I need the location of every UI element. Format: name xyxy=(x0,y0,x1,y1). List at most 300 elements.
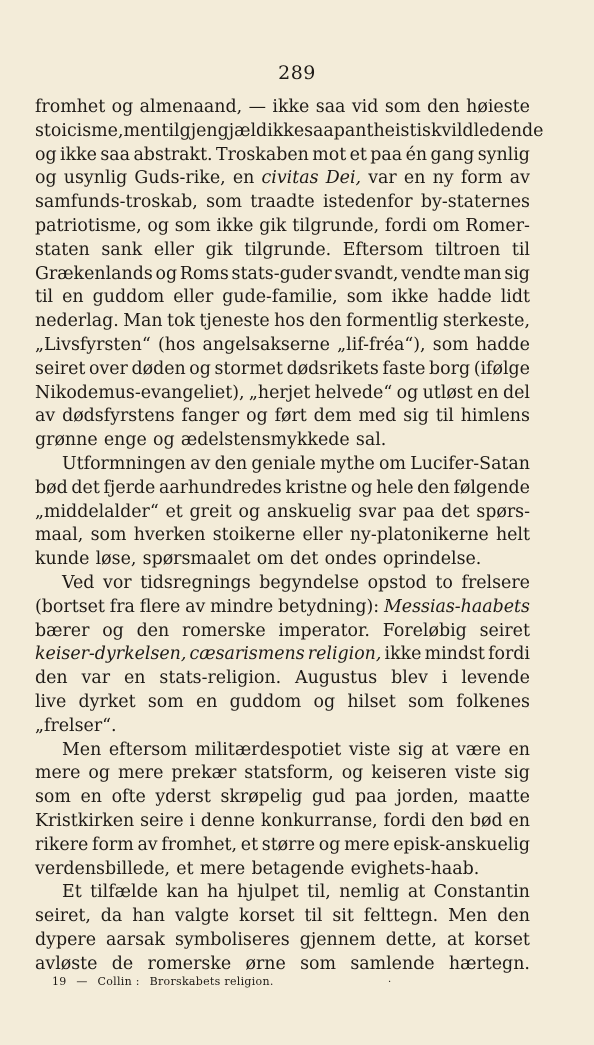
word: avløste xyxy=(35,953,98,974)
word: to xyxy=(435,572,453,593)
word: form xyxy=(460,168,503,189)
word: Constantin xyxy=(433,882,530,903)
word: ørne xyxy=(245,953,286,974)
word: av xyxy=(185,596,206,617)
word: patriotisme, xyxy=(35,215,142,236)
text-line xyxy=(35,453,530,477)
word: til xyxy=(435,406,454,427)
word: fordi xyxy=(488,644,530,665)
word: en xyxy=(508,739,530,760)
word: Eftersom xyxy=(342,239,424,260)
word: hjulpet xyxy=(236,882,299,903)
word: spørsmaalet xyxy=(142,549,251,570)
word: tilgrunde. xyxy=(244,239,332,260)
word: og xyxy=(111,97,134,117)
text-line xyxy=(35,501,530,525)
word: sig xyxy=(504,763,530,784)
word: aarhundredes xyxy=(159,477,282,498)
text-line xyxy=(35,739,530,763)
word: ondes xyxy=(324,549,377,570)
word: sal. xyxy=(355,430,387,451)
word: tilgrunde, xyxy=(292,215,380,236)
word: over xyxy=(88,358,128,379)
word: usynlig xyxy=(63,168,128,189)
word: flere xyxy=(139,596,181,617)
word: grønne xyxy=(35,430,98,451)
word: civitas xyxy=(261,168,319,189)
word: ikke xyxy=(60,144,97,165)
word: som xyxy=(90,525,127,546)
word: samlende xyxy=(350,953,435,974)
word: evighets-haab. xyxy=(350,858,480,879)
word: anskuelig xyxy=(266,501,352,522)
text-line xyxy=(35,120,544,144)
word: helvede“ xyxy=(314,382,393,403)
word: den xyxy=(427,97,460,117)
word: „frelser“. xyxy=(35,715,117,736)
text-line xyxy=(35,620,530,644)
word: gud xyxy=(311,787,346,808)
word: (hos xyxy=(157,334,196,355)
word: betydning): xyxy=(278,596,380,617)
signature-number: 19 xyxy=(52,975,67,988)
text-line xyxy=(35,477,530,501)
word: begyndelse xyxy=(259,572,360,593)
text-line xyxy=(35,929,530,953)
word: seiret, xyxy=(35,906,91,927)
word: gik xyxy=(205,239,233,260)
text-line xyxy=(35,263,530,287)
word: følgende xyxy=(453,477,530,498)
text-line xyxy=(35,596,530,620)
word: viste xyxy=(454,763,497,784)
word: bød xyxy=(35,477,68,498)
word: aarsak xyxy=(106,929,165,950)
text-line xyxy=(35,167,530,191)
word: saa xyxy=(315,97,346,117)
word: staten xyxy=(35,239,90,260)
word: en xyxy=(508,810,530,831)
word: Foreløbig xyxy=(382,620,467,641)
word: og xyxy=(313,691,336,712)
word: hadde xyxy=(437,287,492,308)
word: (ifølge xyxy=(473,358,530,379)
word: sit xyxy=(332,906,354,927)
word: seire xyxy=(140,810,184,831)
text-line xyxy=(35,524,530,548)
word: (bortset xyxy=(35,596,105,617)
text-line xyxy=(35,858,530,882)
word: opstod xyxy=(367,572,427,593)
body-text xyxy=(35,96,544,976)
word: av xyxy=(35,406,56,427)
word: hilset xyxy=(347,691,396,712)
footer-dash: — xyxy=(76,975,88,988)
word: den xyxy=(35,668,68,689)
word: enge xyxy=(103,430,147,451)
word: denne xyxy=(200,810,255,831)
footer-author: Collin : xyxy=(97,975,140,988)
word: synlig xyxy=(477,144,530,165)
word: nemlig xyxy=(339,882,400,903)
word: romerske xyxy=(147,953,232,974)
word: tjeneste xyxy=(199,311,270,332)
word: borg xyxy=(429,358,471,379)
word: dette, xyxy=(385,929,437,950)
word: en xyxy=(195,691,218,712)
word: abstrakt. xyxy=(133,144,213,165)
word: den xyxy=(497,906,530,927)
word: vendte xyxy=(401,263,461,284)
word: en xyxy=(477,382,499,403)
text-line xyxy=(35,191,530,215)
word: Guds-rike, xyxy=(134,168,226,189)
word: et xyxy=(240,834,259,855)
word: døden xyxy=(131,358,186,379)
word: som xyxy=(432,334,469,355)
word: til xyxy=(511,239,530,260)
word: guddom xyxy=(229,691,302,712)
word: ikke xyxy=(384,644,422,665)
word: episk-anskuelig xyxy=(393,834,530,855)
word: bød xyxy=(469,810,503,831)
word: ny xyxy=(432,168,454,189)
text-line xyxy=(35,715,530,739)
word: gang xyxy=(430,144,475,165)
word: et xyxy=(176,858,194,879)
word: blev xyxy=(391,668,428,689)
word: den xyxy=(214,453,248,474)
word: fjerde xyxy=(103,477,156,498)
word: prekær xyxy=(171,763,237,784)
word: mere xyxy=(199,858,246,879)
word: maal, xyxy=(35,525,84,546)
word: Augustus xyxy=(295,668,378,689)
word: det xyxy=(441,501,470,522)
text-line xyxy=(35,382,530,406)
word: gik xyxy=(259,215,287,236)
text-line xyxy=(35,286,530,310)
word: en xyxy=(232,168,255,189)
word: svar xyxy=(358,501,396,522)
word: om xyxy=(256,549,284,570)
word: himlens xyxy=(460,406,530,427)
word: romerske xyxy=(181,620,266,641)
word: hele xyxy=(376,477,414,498)
word: et xyxy=(165,501,183,522)
word: og xyxy=(341,763,364,784)
word: fra xyxy=(109,596,135,617)
word: yderst xyxy=(155,787,211,808)
word: samfunds-troskab, xyxy=(35,192,198,213)
word: stats-guder xyxy=(231,263,332,284)
word: jorden, xyxy=(396,787,459,808)
word: stormet xyxy=(214,358,283,379)
word: en xyxy=(123,668,146,689)
word: Nikodemus-evangeliet), xyxy=(35,382,245,403)
word: Men xyxy=(448,906,488,927)
word: „middelalder“ xyxy=(35,501,159,522)
word: ført xyxy=(274,406,307,427)
word: og xyxy=(396,382,419,403)
word: det xyxy=(71,477,100,498)
word: mere xyxy=(117,763,164,784)
word: pantheistisk xyxy=(333,120,442,141)
word: dyrket xyxy=(78,691,136,712)
text-line xyxy=(35,643,530,667)
word: vildledende xyxy=(441,120,544,141)
word: og xyxy=(35,144,57,165)
word: vor xyxy=(103,572,132,593)
word: formentlig xyxy=(346,311,439,332)
word: stoicisme, xyxy=(35,120,124,141)
word: fordi xyxy=(384,215,427,236)
word: seiret xyxy=(479,620,530,641)
word: av xyxy=(190,453,211,474)
word: form xyxy=(92,834,134,855)
word: „lif-fréa“), xyxy=(337,334,426,355)
word: greit xyxy=(189,501,232,522)
word: med xyxy=(358,406,397,427)
text-line xyxy=(35,358,530,382)
word: hverken xyxy=(133,525,206,546)
word: som xyxy=(147,691,184,712)
word: om xyxy=(432,215,460,236)
word: var xyxy=(368,168,397,189)
word: og xyxy=(35,168,57,189)
page-number: 289 xyxy=(278,62,316,84)
word: man xyxy=(463,263,502,284)
word: korset xyxy=(474,929,530,950)
word: dem xyxy=(313,406,352,427)
word: som xyxy=(174,215,211,236)
word: gude-familie, xyxy=(222,287,338,308)
word: dypere xyxy=(35,929,96,950)
text-line xyxy=(35,667,530,691)
word: Utformningen xyxy=(62,453,186,474)
text-line xyxy=(35,310,530,334)
word: tilfælde xyxy=(90,882,158,903)
word: Lucifer-Satan xyxy=(410,453,530,474)
word: betagende xyxy=(251,858,345,879)
word: den xyxy=(136,620,170,641)
word: som xyxy=(408,691,444,712)
word: kan xyxy=(166,882,199,903)
word: bærer xyxy=(35,620,90,641)
text-line xyxy=(35,239,530,263)
word: folkenes xyxy=(456,691,530,712)
word: tok xyxy=(166,311,195,332)
word: spørs- xyxy=(476,501,530,522)
footer-book-title: Brorskabets religion. xyxy=(149,975,274,988)
word: cæsarismens xyxy=(189,644,305,665)
word: kunde xyxy=(35,549,90,570)
word: en xyxy=(62,287,84,308)
word: den xyxy=(431,810,464,831)
word: valgte xyxy=(174,906,230,927)
word: verdensbillede, xyxy=(35,858,171,879)
word: by-staternes xyxy=(420,192,530,213)
word: større xyxy=(261,834,316,855)
word: utløst xyxy=(422,382,473,403)
word: en xyxy=(80,787,102,808)
word: Romer- xyxy=(465,215,530,236)
word: stoikerne xyxy=(212,525,296,546)
text-line xyxy=(35,215,530,239)
word: fromhet xyxy=(35,97,106,117)
word: mindre xyxy=(210,596,274,617)
word: almenaand, xyxy=(139,97,243,117)
word: de xyxy=(111,953,134,974)
word: i xyxy=(189,810,195,831)
word: til xyxy=(304,906,323,927)
word: Men xyxy=(62,739,102,760)
word: eller xyxy=(173,287,214,308)
word: Roms xyxy=(179,263,229,284)
word: at xyxy=(407,882,426,903)
word: og xyxy=(147,215,170,236)
word: „Livsfyrsten“ xyxy=(35,334,151,355)
word: sig xyxy=(403,406,429,427)
word: at xyxy=(431,739,449,760)
word: religion, xyxy=(307,644,382,665)
word: til, xyxy=(307,882,331,903)
word: „herjet xyxy=(248,382,311,403)
word: korset xyxy=(238,906,295,927)
word: viste xyxy=(348,739,391,760)
word: av xyxy=(137,834,158,855)
word: en xyxy=(403,168,426,189)
word: som xyxy=(346,287,383,308)
word: tiltroen xyxy=(434,239,501,260)
word: og xyxy=(102,620,124,641)
word: skrøpelig xyxy=(220,787,303,808)
word: løse, xyxy=(95,549,137,570)
word: Kristkirken xyxy=(35,810,135,831)
text-line xyxy=(35,786,530,810)
word: ofte xyxy=(111,787,146,808)
word: ny-platonikerne xyxy=(349,525,489,546)
word: seiret xyxy=(35,358,86,379)
text-line xyxy=(35,881,530,905)
word: ikke xyxy=(267,120,305,141)
word: paa xyxy=(355,787,387,808)
word: dødsfyrstens xyxy=(62,406,175,427)
word: men xyxy=(123,120,162,141)
word: hos xyxy=(274,311,305,332)
word: og xyxy=(153,430,175,451)
word: symboliseres xyxy=(174,929,290,950)
word: mere xyxy=(35,763,81,784)
word: sig xyxy=(397,739,424,760)
word: ædelstensmykkede xyxy=(180,430,350,451)
text-line xyxy=(35,144,530,168)
word: som xyxy=(206,192,242,213)
word: lidt xyxy=(500,287,530,308)
word: og xyxy=(155,263,178,284)
printer-mark: · xyxy=(388,977,392,988)
word: ikke xyxy=(272,97,310,117)
word: rikere xyxy=(35,834,89,855)
word: da xyxy=(100,906,123,927)
word: til xyxy=(35,287,54,308)
word: keiser-dyrkelsen, xyxy=(35,644,187,665)
word: Man xyxy=(123,311,163,332)
word: eller xyxy=(302,525,343,546)
word: Et xyxy=(62,882,82,903)
word: kristne xyxy=(285,477,348,498)
text-line xyxy=(35,691,530,715)
word: saa xyxy=(304,120,334,141)
text-line xyxy=(35,810,530,834)
word: geniale xyxy=(251,453,316,474)
word: ikke xyxy=(216,215,254,236)
word: mindst xyxy=(424,644,485,665)
word: gjengjæld xyxy=(179,120,268,141)
word: Dei, xyxy=(325,168,362,189)
word: hadde xyxy=(475,334,530,355)
word: av xyxy=(509,168,530,189)
text-line xyxy=(35,96,530,120)
text-line xyxy=(35,834,530,858)
word: og xyxy=(318,834,341,855)
word: istedenfor xyxy=(322,192,413,213)
word: til xyxy=(161,120,180,141)
word: levende xyxy=(461,668,530,689)
word: eftersom xyxy=(108,739,188,760)
word: mot xyxy=(312,144,347,165)
word: høieste xyxy=(466,97,530,117)
word: Messias-haabets xyxy=(384,596,530,617)
word: én xyxy=(405,144,428,165)
word: hærtegn. xyxy=(448,953,530,974)
word: stats-religion. xyxy=(159,668,282,689)
word: som xyxy=(300,953,336,974)
word: var xyxy=(81,668,111,689)
word: vid xyxy=(351,97,379,117)
text-line xyxy=(35,572,530,596)
word: ha xyxy=(206,882,229,903)
word: svandt, xyxy=(334,263,399,284)
word: maatte xyxy=(468,787,530,808)
word: mere xyxy=(344,834,390,855)
word: fanger xyxy=(181,406,240,427)
word: og xyxy=(88,763,110,784)
text-line xyxy=(35,548,530,572)
word: felttegn. xyxy=(363,906,439,927)
word: paa xyxy=(402,501,435,522)
word: det xyxy=(289,549,319,570)
text-line xyxy=(35,905,530,929)
word: i xyxy=(441,668,448,689)
word: dødsrikets xyxy=(286,358,379,379)
word: eller xyxy=(153,239,194,260)
word: være xyxy=(456,739,501,760)
word: den xyxy=(417,477,450,498)
word: guddom xyxy=(92,287,165,308)
word: den xyxy=(309,311,342,332)
word: at xyxy=(447,929,465,950)
word: og xyxy=(350,477,373,498)
text-line xyxy=(35,762,530,786)
text-line xyxy=(35,953,530,977)
word: del xyxy=(502,382,530,403)
word: ikke xyxy=(391,287,429,308)
word: helt xyxy=(495,525,530,546)
word: traadte xyxy=(250,192,315,213)
word: faste xyxy=(382,358,426,379)
word: om xyxy=(379,453,406,474)
